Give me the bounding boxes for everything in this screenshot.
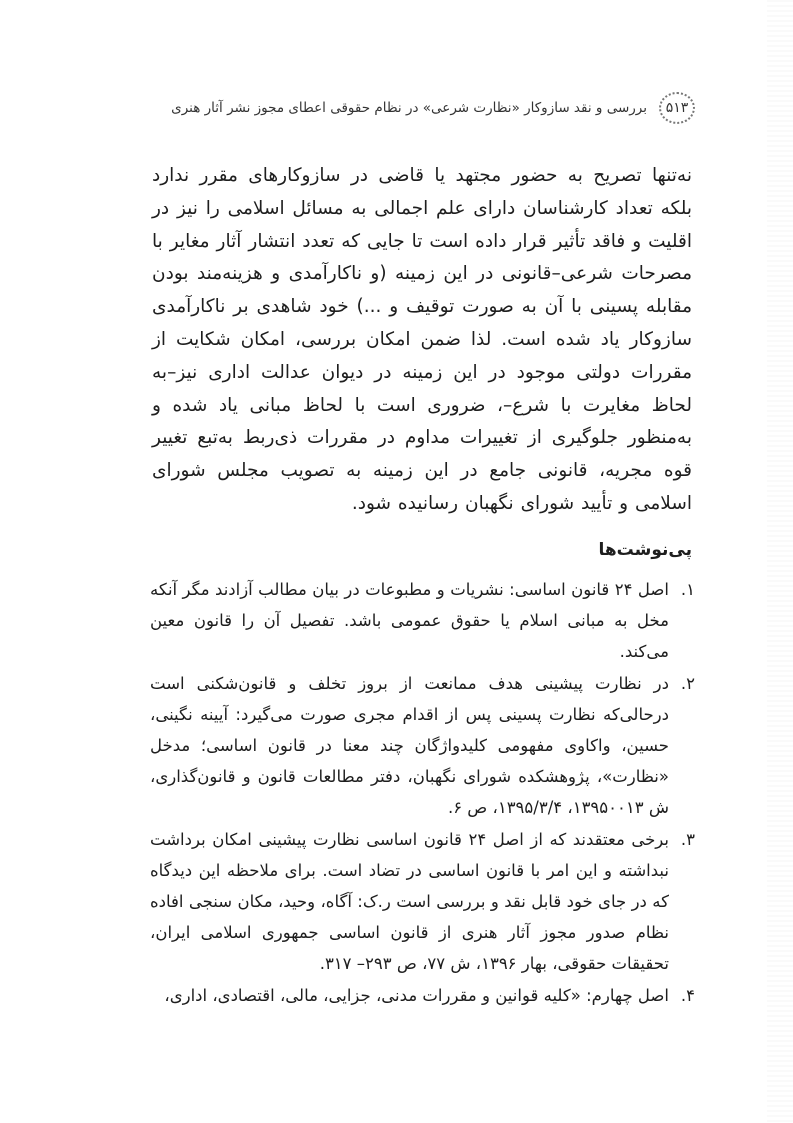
body-paragraph: نه‌تنها تصریح به حضور مجتهد یا قاضی در سازوکارهای مقرر ندارد بلکه تعداد کارشناسان دارای علم اجمالی به مسائل اسلامی را نیز در اقلیت و فاقد تأثیر قرار داده است تا جایی که تعدد انتشار آثار مغایر با مصرحات شرعی–قانونی در این زمینه (و ناکارآمدی و هزینه‌مند بودن مقابله پسینی با آن به صورت توقیف و ...) خود شاهدی بر ناکارآمدی سازوکار یاد شده است. لذا ضمن امکان بررسی، امکان شکایت از مقررات دولتی موجود در این زمینه در دیوان عدالت اداری نیز–به لحاظ مغایرت با شرع–، ضروری است با لحاظ مبانی یاد شده و به‌منظور جلوگیری از تغییرات مداوم در مقررات ذی‌ربط به‌تبع تغییر قوه مجریه، قانونی جامع در این زمینه به تصویب مجلس شورای اسلامی و تأیید شورای نگهبان رسانیده شود. <box>152 165 692 514</box>
main-body <box>152 160 692 521</box>
note-text: برخی معتقدند که از اصل ۲۴ قانون اساسی نظارت پیشینی امکان برداشت نبداشته و این امر با قانون اساسی در تضاد است. برای ملاحظه این دیدگاه که در جای خود قابل نقد و بررسی است ر.ک: آگاه، وحید، مکان سنجی افاده نظام صدور مجوز آثار هنری از قانون اساسی جمهوری اسلامی ایران، تحقیقات حقوقی، بهار ۱۳۹۶، ش ۷۷، ص ۲۹۳– ۳۱۷. <box>150 830 669 973</box>
note-item <box>150 575 695 667</box>
page-header <box>150 92 695 124</box>
note-text: اصل ۲۴ قانون اساسی: نشریات و مطبوعات در بیان مطالب آزادند مگر آنکه مخل به مبانی اسلام یا حقوق عمومی باشد. تفصیل آن را قانون معین می‌کند. <box>150 580 669 661</box>
note-number: ۱. <box>680 580 695 599</box>
note-number: ۴. <box>680 986 695 1006</box>
note-text: اصل چهارم: «کلیه قوانین و مقررات مدنی، جزایی، مالی، اقتصادی، اداری، <box>164 986 669 1006</box>
page-number: ۵۱۳ <box>665 100 689 116</box>
note-item <box>150 981 695 1012</box>
note-item <box>150 669 695 823</box>
running-title: بررسی و نقد سازوکار «نظارت شرعی» در نظام حقوقی اعطای مجوز نشر آثار هنری <box>171 100 647 116</box>
note-text: در نظارت پیشینی هدف ممانعت از بروز تخلف و قانون‌شکنی است درحالی‌که نظارت پسینی پس از اقدام مجری صورت می‌گیرد: آیینه نگینی، حسین، واکاوی مفهومی کلیدواژگان چند معنا در قانون اساسی؛ مدخل «نظارت»، پژوهشکده شورای نگهبان، دفتر مطالعات قانون و قانون‌گذاری، ش ۱۳۹۵۰۰۱۳، ۱۳۹۵/۳/۴، ص ۶. <box>150 674 669 817</box>
notes-heading: پی‌نوشت‌ها <box>598 540 692 560</box>
note-number: ۲. <box>680 674 695 694</box>
notes-list <box>150 575 695 1014</box>
note-item <box>150 825 695 979</box>
scan-edge <box>767 0 793 1123</box>
note-number: ۳. <box>680 830 695 850</box>
page-number-badge <box>659 92 695 124</box>
